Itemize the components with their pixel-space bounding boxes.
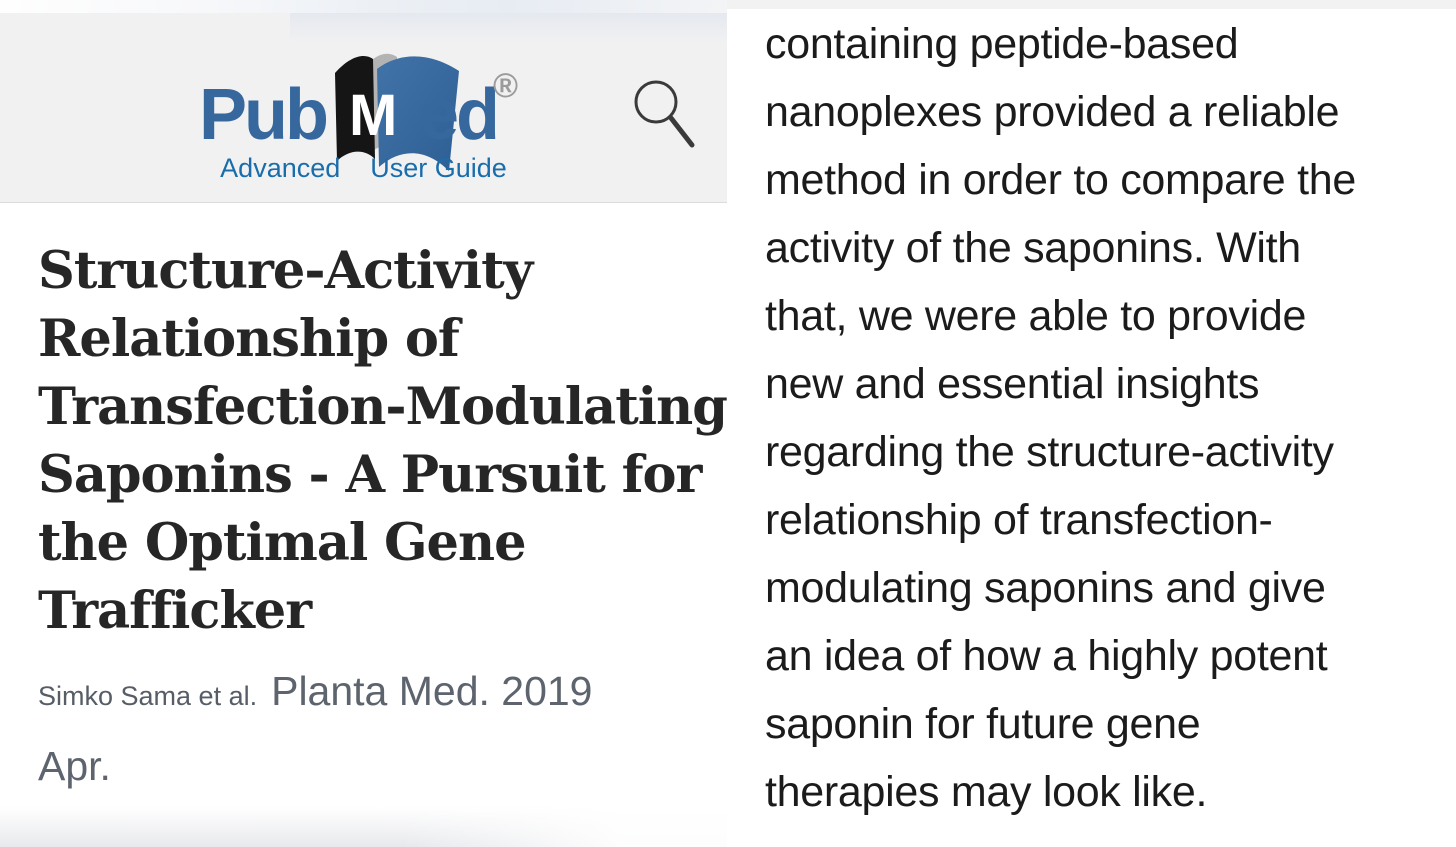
bottom-edge-gradient bbox=[0, 807, 727, 847]
bottom-edge-gradient-fade bbox=[0, 807, 727, 847]
user-guide-link[interactable]: User Guide bbox=[370, 153, 507, 183]
abstract-line: nanoplexes provided a reliable bbox=[765, 88, 1340, 136]
authors-short: Simko Sama et al. bbox=[38, 681, 258, 711]
title-line: Saponins - A Pursuit for bbox=[38, 445, 702, 505]
abstract-line: containing peptide-based bbox=[765, 20, 1239, 68]
abstract-pane bbox=[727, 0, 1456, 847]
title-line: the Optimal Gene bbox=[38, 513, 526, 573]
search-button[interactable] bbox=[633, 77, 697, 151]
article-title bbox=[38, 237, 727, 645]
abstract-line: saponin for future gene bbox=[765, 700, 1201, 748]
abstract-pane-top-strip bbox=[727, 0, 1456, 9]
advanced-link[interactable]: Advanced bbox=[220, 153, 341, 183]
article-pane bbox=[0, 0, 727, 847]
abstract-line: modulating saponins and give bbox=[765, 564, 1326, 612]
abstract-line: relationship of transfection- bbox=[765, 496, 1273, 544]
registered-trademark-icon: ® bbox=[493, 67, 519, 105]
title-line: Transfection-Modulating bbox=[38, 377, 727, 437]
abstract-line: therapies may look like. bbox=[765, 768, 1208, 816]
abstract-line: new and essential insights bbox=[765, 360, 1260, 408]
logo-text-pub: Pub bbox=[199, 75, 326, 155]
journal-citation: Planta Med. 2019 Apr. bbox=[38, 668, 593, 789]
search-icon bbox=[633, 77, 697, 151]
logo-text-m: M bbox=[349, 83, 398, 148]
abstract-line: activity of the saponins. With bbox=[765, 224, 1301, 272]
abstract-line: an idea of how a highly potent bbox=[765, 632, 1328, 680]
title-line: Structure-Activity bbox=[38, 241, 533, 301]
header-haze-artifact bbox=[290, 13, 727, 43]
abstract-line: regarding the structure-activity bbox=[765, 428, 1334, 476]
abstract-line: method in order to compare the bbox=[765, 156, 1356, 204]
top-edge-gradient bbox=[0, 0, 727, 13]
pubmed-header bbox=[0, 13, 727, 203]
citation-line bbox=[38, 656, 638, 801]
logo-text-ed: ed bbox=[419, 75, 498, 155]
title-line: Relationship of bbox=[38, 309, 459, 369]
title-line: Trafficker bbox=[38, 581, 312, 641]
abstract-text bbox=[727, 0, 1456, 826]
header-links bbox=[0, 153, 727, 184]
abstract-line: that, we were able to provide bbox=[765, 292, 1307, 340]
